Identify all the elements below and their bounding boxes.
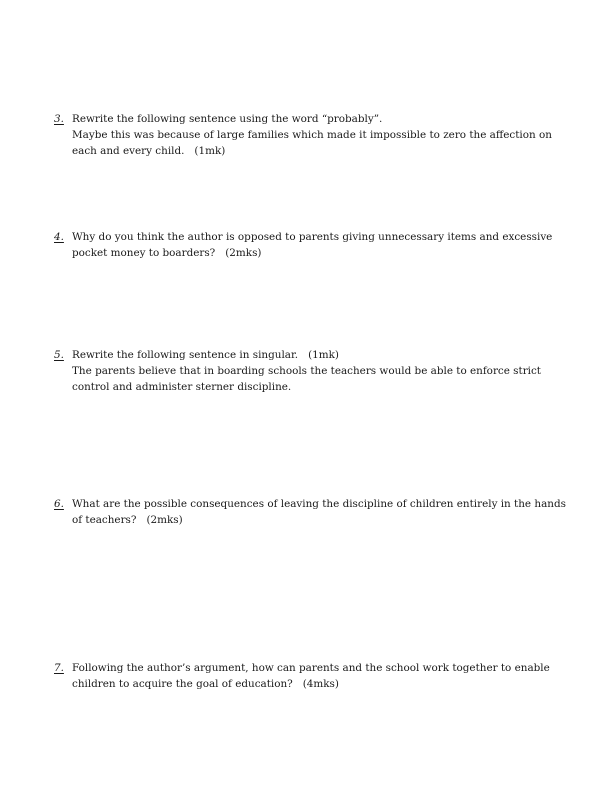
marks-label: (2mks) xyxy=(146,514,183,526)
prompt-text: What are the possible consequences of leaving the discipline of children entirely in the hands of teachers? xyxy=(72,498,566,526)
question-body xyxy=(72,496,574,528)
question-body xyxy=(72,347,574,395)
question-prompt: Rewrite the following sentence using the word “probably”. xyxy=(72,113,383,125)
question-5 xyxy=(54,347,574,395)
question-prompt xyxy=(72,229,574,261)
prompt-text: Rewrite the following sentence in singular. xyxy=(72,349,299,361)
prompt-text: Why do you think the author is opposed to parents giving unnecessary items and excessive pocket money to boarders? xyxy=(72,231,553,259)
question-prompt xyxy=(72,660,574,692)
question-body xyxy=(72,111,574,159)
question-4 xyxy=(54,229,574,261)
question-body xyxy=(72,660,574,692)
question-number: 7. xyxy=(54,662,64,674)
sentence-text: Maybe this was because of large families which made it impossible to zero the affection on each and every child. xyxy=(72,129,552,157)
question-prompt xyxy=(72,347,574,363)
question-number: 5. xyxy=(54,349,64,361)
question-number: 6. xyxy=(54,498,64,510)
question-sentence: The parents believe that in boarding schools the teachers would be able to enforce strict control and administer sterner discipline. xyxy=(72,365,541,393)
question-number: 3. xyxy=(54,113,64,125)
marks-label: (1mk) xyxy=(308,349,339,361)
question-body xyxy=(72,229,574,261)
question-sentence xyxy=(72,127,574,159)
marks-label: (2mks) xyxy=(225,247,262,259)
marks-label: (1mk) xyxy=(194,145,226,157)
question-prompt xyxy=(72,496,574,528)
question-7 xyxy=(54,660,574,692)
question-3 xyxy=(54,111,574,159)
marks-label: (4mks) xyxy=(302,678,339,690)
prompt-text: Following the author’s argument, how can parents and the school work together to enable children to acquire the goal of education? xyxy=(72,662,550,690)
question-6 xyxy=(54,496,574,528)
question-number: 4. xyxy=(54,231,64,243)
